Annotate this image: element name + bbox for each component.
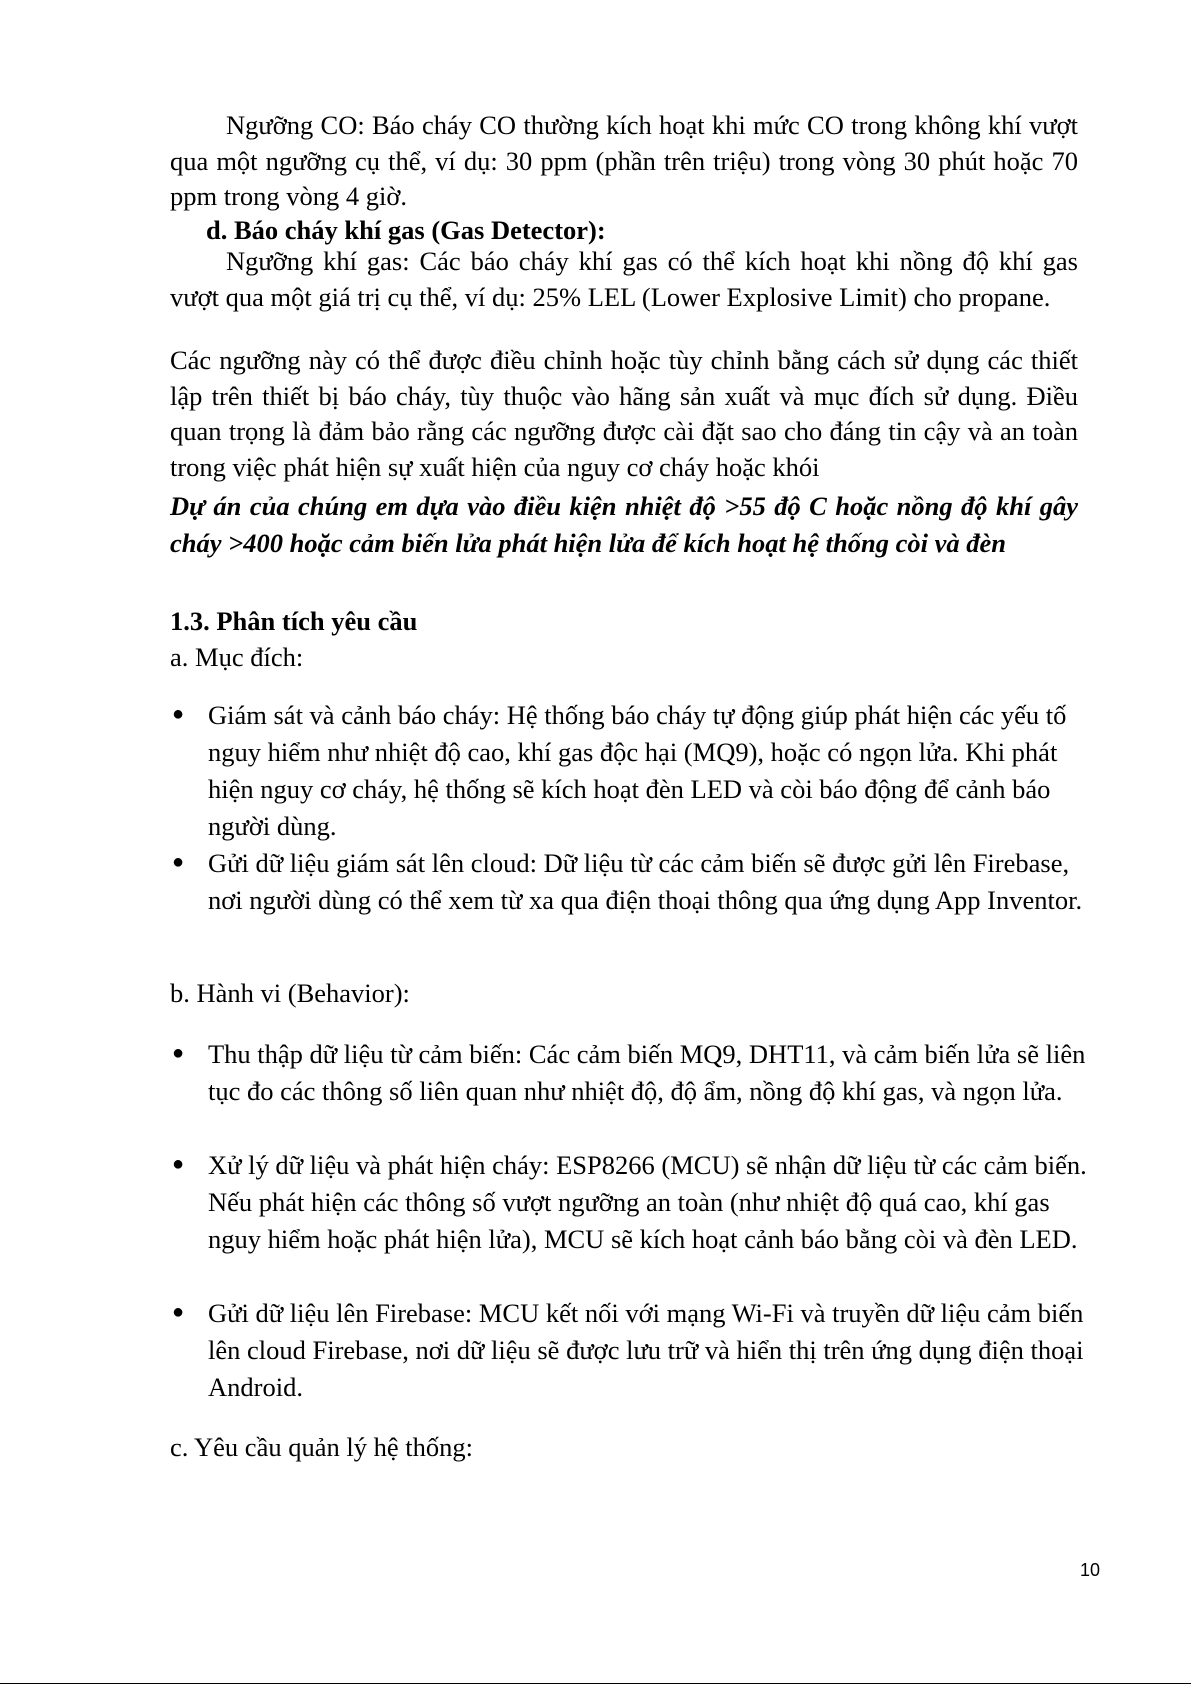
- list-item: [172, 1295, 1088, 1406]
- bullet-icon: ●: [172, 1153, 185, 1175]
- bullet-icon: ●: [172, 1042, 185, 1064]
- behavior-item-firebase: Gửi dữ liệu lên Firebase: MCU kết nối với mạng Wi-Fi và truyền dữ liệu cảm biến lên cloud Firebase, nơi dữ liệu sẽ được lưu trữ và hiển thị trên ứng dụng điện thoại Android.: [208, 1298, 1084, 1402]
- purpose-heading: a. Mục đích:: [170, 642, 304, 672]
- gas-detector-heading: d. Báo cháy khí gas (Gas Detector):: [206, 215, 606, 245]
- co-threshold-paragraph: Ngưỡng CO: Báo cháy CO thường kích hoạt khi mức CO trong không khí vượt qua một ngưỡng cụ thể, ví dụ: 30 ppm (phần trên triệu) trong vòng 30 phút hoặc 70 ppm trong vòng 4 giờ.: [170, 110, 1078, 211]
- list-item: [172, 697, 1088, 845]
- list-item: [172, 1036, 1088, 1110]
- behavior-heading: b. Hành vi (Behavior):: [170, 978, 410, 1008]
- bullet-icon: ●: [172, 1301, 185, 1323]
- list-item: [172, 845, 1088, 919]
- thresholds-note-paragraph: Các ngưỡng này có thể được điều chỉnh hoặc tùy chỉnh bằng cách sử dụng các thiết lập trên thiết bị báo cháy, tùy thuộc vào hãng sản xuất và mục đích sử dụng. Điều quan trọng là đảm bảo rằng các ngưỡng được cài đặt sao cho đáng tin cậy và an toàn trong việc phát hiện sự xuất hiện của nguy cơ cháy hoặc khói: [170, 345, 1078, 482]
- behavior-item-process: Xử lý dữ liệu và phát hiện cháy: ESP8266 (MCU) sẽ nhận dữ liệu từ các cảm biến. Nếu phát hiện các thông số vượt ngưỡng an toàn (như nhiệt độ quá cao, khí gas nguy hiểm hoặc phát hiện lửa), MCU sẽ kích hoạt cảnh báo bằng còi và đèn LED.: [208, 1150, 1087, 1254]
- list-item: [172, 1147, 1088, 1258]
- purpose-item-monitoring: Giám sát và cảnh báo cháy: Hệ thống báo cháy tự động giúp phát hiện các yếu tố nguy hiểm như nhiệt độ cao, khí gas độc hại (MQ9), hoặc có ngọn lửa. Khi phát hiện nguy cơ cháy, hệ thống sẽ kích hoạt đèn LED và còi báo động để cảnh báo người dùng.: [208, 700, 1067, 841]
- page-bottom-divider: [0, 1683, 1191, 1684]
- bullet-icon: ●: [172, 851, 185, 873]
- page-number: 10: [1079, 1560, 1100, 1580]
- behavior-item-collect: Thu thập dữ liệu từ cảm biến: Các cảm biến MQ9, DHT11, và cảm biến lửa sẽ liên tục đo các thông số liên quan như nhiệt độ, độ ẩm, nồng độ khí gas, và ngọn lửa.: [208, 1039, 1086, 1106]
- bullet-icon: ●: [172, 703, 185, 725]
- purpose-item-cloud: Gửi dữ liệu giám sát lên cloud: Dữ liệu từ các cảm biến sẽ được gửi lên Firebase, nơi người dùng có thể xem từ xa qua điện thoại thông qua ứng dụng App Inventor.: [208, 848, 1083, 915]
- section-heading: 1.3. Phân tích yêu cầu: [170, 606, 418, 636]
- gas-threshold-paragraph: Ngưỡng khí gas: Các báo cháy khí gas có thể kích hoạt khi nồng độ khí gas vượt qua một giá trị cụ thể, ví dụ: 25% LEL (Lower Explosive Limit) cho propane.: [170, 246, 1078, 312]
- project-condition-paragraph: Dự án của chúng em dựa vào điều kiện nhiệt độ >55 độ C hoặc nồng độ khí gây cháy >400 hoặc cảm biến lửa phát hiện lửa để kích hoạt hệ thống còi và đèn: [170, 491, 1078, 558]
- management-heading: c. Yêu cầu quản lý hệ thống:: [170, 1432, 473, 1462]
